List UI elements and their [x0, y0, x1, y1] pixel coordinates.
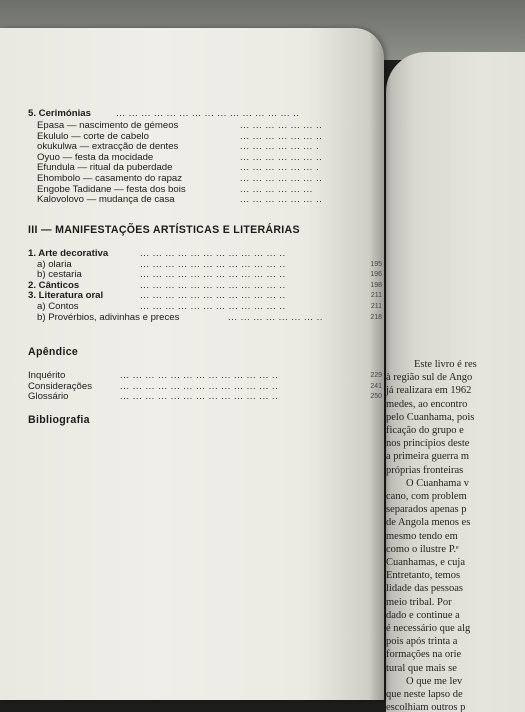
- toc-entry-label: b) Provérbios, adivinhas e preces: [37, 311, 180, 323]
- toc-entry-label: 2. Cânticos: [28, 279, 80, 291]
- leader-dots: ... ... ... ... ... ... ... ... ... ... ... ..: [140, 248, 286, 259]
- toc-entry-page: 229: [370, 372, 382, 379]
- right-page-line: dado e continue a: [386, 609, 460, 621]
- right-page-line: Cuanhamas, e cuja: [386, 557, 466, 568]
- ceremonia-item: [28, 141, 384, 152]
- toc-entry-label: Glossário: [28, 391, 69, 403]
- section-iii-item: [28, 301, 384, 312]
- leader-dots: ... ... ... ... ... ... .: [240, 162, 320, 174]
- right-page-line: nos princípios deste: [386, 438, 470, 450]
- toc-entry-label: Ekululo — corte de cabelo: [37, 130, 149, 142]
- right-page-line: pelo Cuanhama, pois: [386, 411, 475, 423]
- apendice-title: Apêndice: [28, 346, 79, 358]
- toc-entry-page: 241: [370, 382, 382, 390]
- leader-dots: ... ... ... ... ... ... ..: [240, 194, 323, 206]
- leader-dots: ... ... ... ... ... ... ... ..: [228, 311, 323, 323]
- toc-entry-label: 5. Cerimónias: [28, 108, 91, 119]
- leader-dots: ... ... ... ... ... ... ... ... ... ... ... ... ... ... ..: [116, 108, 300, 119]
- ceremonia-item: [28, 131, 384, 142]
- toc-entry-label: 1. Arte decorativa: [28, 248, 109, 259]
- toc-entry-label: Epasa — nascimento de gémeos: [37, 120, 179, 131]
- toc-entry-page: 198: [370, 281, 382, 289]
- section-iii-item: [28, 259, 384, 270]
- leader-dots: ... ... ... ... ... ... ... ... ... ... ... ... ..: [120, 380, 279, 392]
- right-page-line: O que me lev: [406, 675, 463, 687]
- section-title-iii: III — MANIFESTAÇÕES ARTÍSTICAS E LITERÁRIAS: [28, 224, 300, 236]
- leader-dots: ... ... ... ... ... ...: [240, 183, 313, 195]
- apendice-item: [28, 381, 384, 392]
- toc-entry-page: 250: [370, 393, 382, 401]
- toc-entry-label: b) cestaria: [37, 269, 82, 281]
- leader-dots: ... ... ... ... ... ... ... ... ... ... ... ... ..: [120, 391, 279, 403]
- toc-entry-label: a) Contos: [37, 301, 79, 312]
- toc-entry-label: Considerações: [28, 380, 92, 392]
- right-page-line: de Angola menos es: [386, 517, 471, 529]
- right-page-line: mesmo tendo em: [386, 530, 458, 542]
- apendice-item: [28, 391, 384, 402]
- right-page-line: O Cuanhama v: [406, 477, 469, 489]
- leader-dots: ... ... ... ... ... ... ... ... ... ... ... ..: [140, 290, 286, 302]
- right-page-line: lidade das pessoas: [386, 583, 463, 595]
- right-page-line: medes, ao encontro: [386, 398, 468, 410]
- toc-entry-page: 195: [370, 260, 382, 268]
- toc-entry-label: Ehombolo — casamento do rapaz: [37, 173, 183, 184]
- leader-dots: ... ... ... ... ... ... ... ... ... ... ... ..: [140, 258, 286, 270]
- leader-dots: ... ... ... ... ... ... ... ... ... ... ... ... ..: [120, 370, 279, 381]
- ceremonia-item: [28, 120, 384, 131]
- section-iii-item: [28, 269, 384, 280]
- toc-entry-label: Efundula — ritual da puberdade: [37, 162, 173, 174]
- right-page-line: meio tribal. Por: [386, 596, 452, 608]
- right-page-line: cano, com problem: [386, 491, 467, 502]
- left-page: [0, 28, 384, 700]
- right-page: [386, 52, 525, 712]
- right-page-line: tural que mais se: [386, 662, 457, 674]
- ceremonia-item: [28, 162, 384, 173]
- right-page-line: é necessário que alg: [386, 623, 471, 634]
- right-page-line: já realizara em 1962: [386, 385, 472, 397]
- toc-entry-page: 218: [370, 313, 382, 321]
- right-page-line: como o ilustre P.ᵉ: [386, 543, 459, 555]
- right-page-line: a primeira guerra m: [386, 451, 470, 463]
- right-page-line: formações na orie: [386, 649, 462, 661]
- right-page-line: que neste lapso de: [386, 689, 463, 700]
- ceremonia-item: [28, 152, 384, 163]
- leader-dots: ... ... ... ... ... ... ..: [240, 120, 323, 131]
- toc-entry-page: 196: [370, 271, 382, 279]
- right-page-line: Este livro é res: [414, 359, 477, 370]
- right-page-line: ficação do grupo e: [386, 425, 464, 436]
- right-page-line: pois após trinta a: [386, 636, 458, 648]
- toc-entry-label: 3. Literatura oral: [28, 290, 104, 302]
- right-page-line: Entretanto, temos: [386, 570, 461, 582]
- leader-dots: ... ... ... ... ... ... ..: [240, 151, 323, 163]
- leader-dots: ... ... ... ... ... ... ... ... ... ... ... ..: [140, 279, 286, 291]
- section-iii-item: [28, 248, 384, 259]
- leader-dots: ... ... ... ... ... ... ... ... ... ... ... ..: [140, 301, 286, 312]
- right-page-line: separados apenas p: [386, 504, 467, 516]
- toc-entry-page: 211: [370, 303, 382, 310]
- toc-entry-page: 211: [370, 292, 382, 300]
- section-iii-item: [28, 312, 384, 323]
- leader-dots: ... ... ... ... ... ... ... ... ... ... ... ..: [140, 269, 286, 281]
- table-of-contents: [0, 28, 384, 700]
- toc-entry-label: Inquérito: [28, 370, 66, 381]
- leader-dots: ... ... ... ... ... ... ..: [240, 130, 323, 142]
- right-page-line: à região sul de Ango: [386, 372, 473, 384]
- toc-entry-label: Engobe Tadidane — festa dos bois: [37, 183, 186, 195]
- ceremonias-heading: [28, 108, 384, 119]
- bibliografia-title: Bibliografia: [28, 414, 90, 426]
- toc-entry-label: a) olaria: [37, 258, 72, 270]
- toc-entry-label: Kalovolovo — mudança de casa: [37, 194, 175, 206]
- ceremonia-item: [28, 184, 384, 195]
- ceremonia-item: [28, 194, 384, 205]
- right-page-line: próprias fronteiras: [386, 464, 464, 476]
- ceremonia-item: [28, 173, 384, 184]
- toc-entry-label: okukulwa — extracção de dentes: [37, 141, 179, 153]
- right-page-line: escolhiam outros p: [386, 702, 466, 712]
- section-iii-item: [28, 290, 384, 301]
- apendice-item: [28, 370, 384, 381]
- leader-dots: ... ... ... ... ... ... .: [240, 141, 320, 153]
- toc-entry-label: Oyuo — festa da mocidade: [37, 151, 154, 163]
- leader-dots: ... ... ... ... ... ... ..: [240, 173, 323, 184]
- section-iii-item: [28, 280, 384, 291]
